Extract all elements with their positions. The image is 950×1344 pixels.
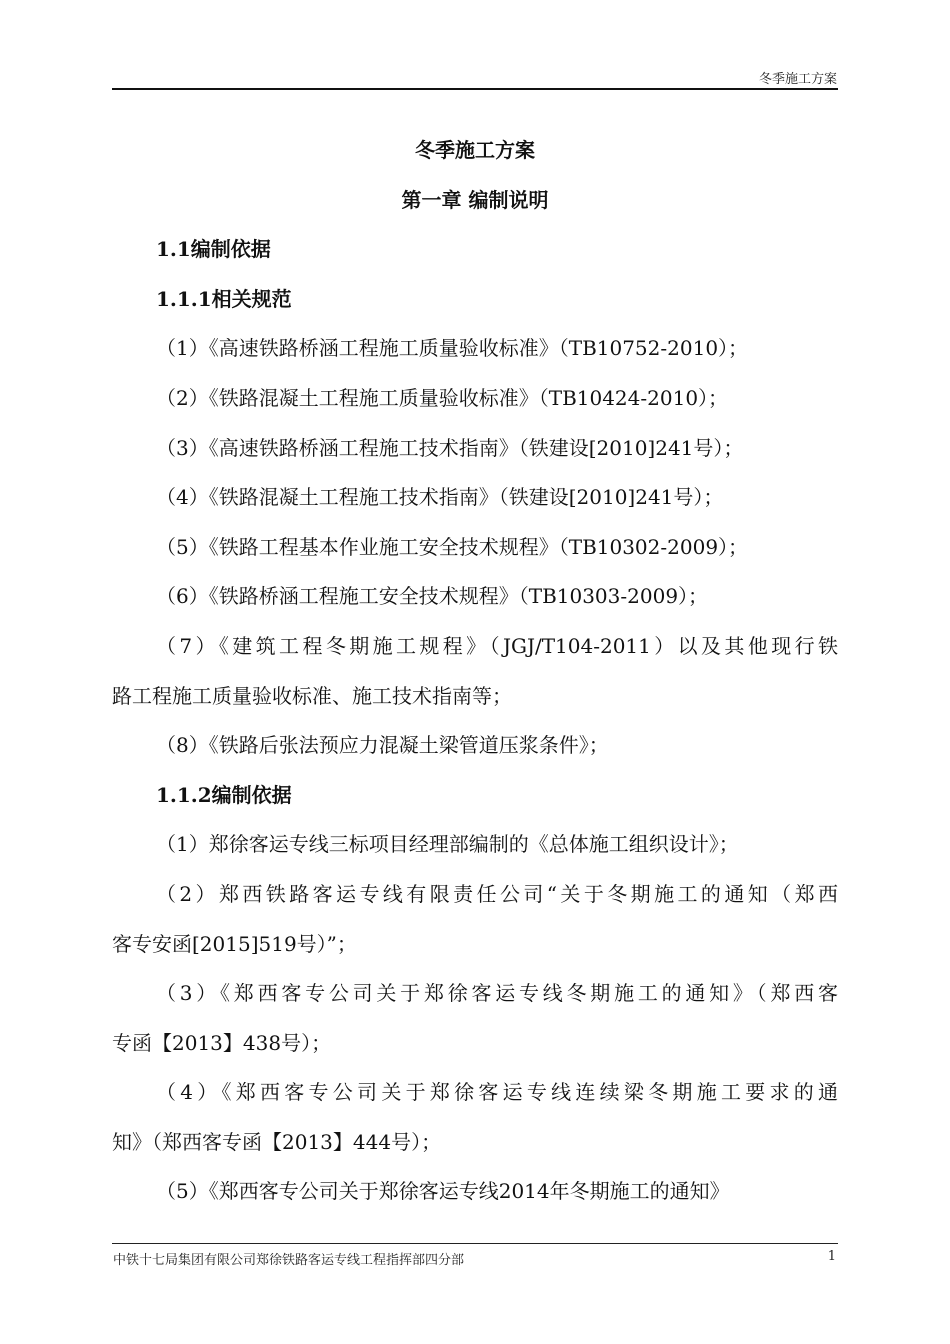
document-body bbox=[112, 126, 838, 1217]
basis-item: （4）《郑西客专公司关于郑徐客运专线连续梁冬期施工要求的通 bbox=[156, 1080, 838, 1105]
header-rule bbox=[112, 88, 838, 90]
spec-item: （7）《建筑工程冬期施工规程》（JGJ/T104-2011）以及其他现行铁 bbox=[156, 633, 838, 658]
spec-item: （6）《铁路桥涵工程施工安全技术规程》（TB10303-2009）； bbox=[156, 584, 709, 609]
spec-item-continuation: 路工程施工质量验收标准、施工技术指南等； bbox=[112, 683, 512, 708]
spec-item: （2）《铁路混凝土工程施工质量验收标准》（TB10424-2010）； bbox=[156, 385, 729, 410]
basis-item: （2）郑西铁路客运专线有限责任公司“关于冬期施工的通知（郑西 bbox=[156, 881, 838, 906]
document-title: 冬季施工方案 bbox=[415, 138, 535, 162]
basis-item-continuation: 专函【2013】438号）； bbox=[112, 1030, 332, 1055]
spec-item: （8）《铁路后张法预应力混凝土梁管道压浆条件》； bbox=[156, 733, 609, 758]
footer-company: 中铁十七局集团有限公司郑徐铁路客运专线工程指挥部四分部 bbox=[113, 1253, 465, 1268]
chapter-heading: 第一章 编制说明 bbox=[401, 187, 549, 212]
subsection-heading: 1.1.2编制依据 bbox=[156, 782, 292, 807]
basis-item: （1）郑徐客运专线三标项目经理部编制的《总体施工组织设计》； bbox=[156, 832, 739, 857]
spec-item: （3）《高速铁路桥涵工程施工技术指南》（铁建设[2010]241号）； bbox=[156, 435, 744, 460]
subsection-heading: 1.1.1相关规范 bbox=[156, 286, 292, 311]
basis-item: （3）《郑西客专公司关于郑徐客运专线冬期施工的通知》（郑西客 bbox=[156, 981, 838, 1006]
footer-rule bbox=[112, 1243, 838, 1244]
basis-item: （5）《郑西客专公司关于郑徐客运专线2014年冬期施工的通知》 bbox=[156, 1179, 730, 1204]
spec-item: （5）《铁路工程基本作业施工安全技术规程》（TB10302-2009）； bbox=[156, 534, 749, 559]
page-number: 1 bbox=[827, 1249, 836, 1264]
page-header-title: 冬季施工方案 bbox=[758, 72, 837, 87]
section-heading: 1.1编制依据 bbox=[156, 237, 271, 262]
basis-item-continuation: 知》（郑西客专函【2013】444号）； bbox=[112, 1129, 442, 1154]
basis-item-continuation: 客专安函[2015]519号）”； bbox=[112, 931, 357, 956]
spec-item: （1）《高速铁路桥涵工程施工质量验收标准》（TB10752-2010）； bbox=[156, 336, 749, 361]
spec-item: （4）《铁路混凝土工程施工技术指南》（铁建设[2010]241号）； bbox=[156, 485, 724, 510]
